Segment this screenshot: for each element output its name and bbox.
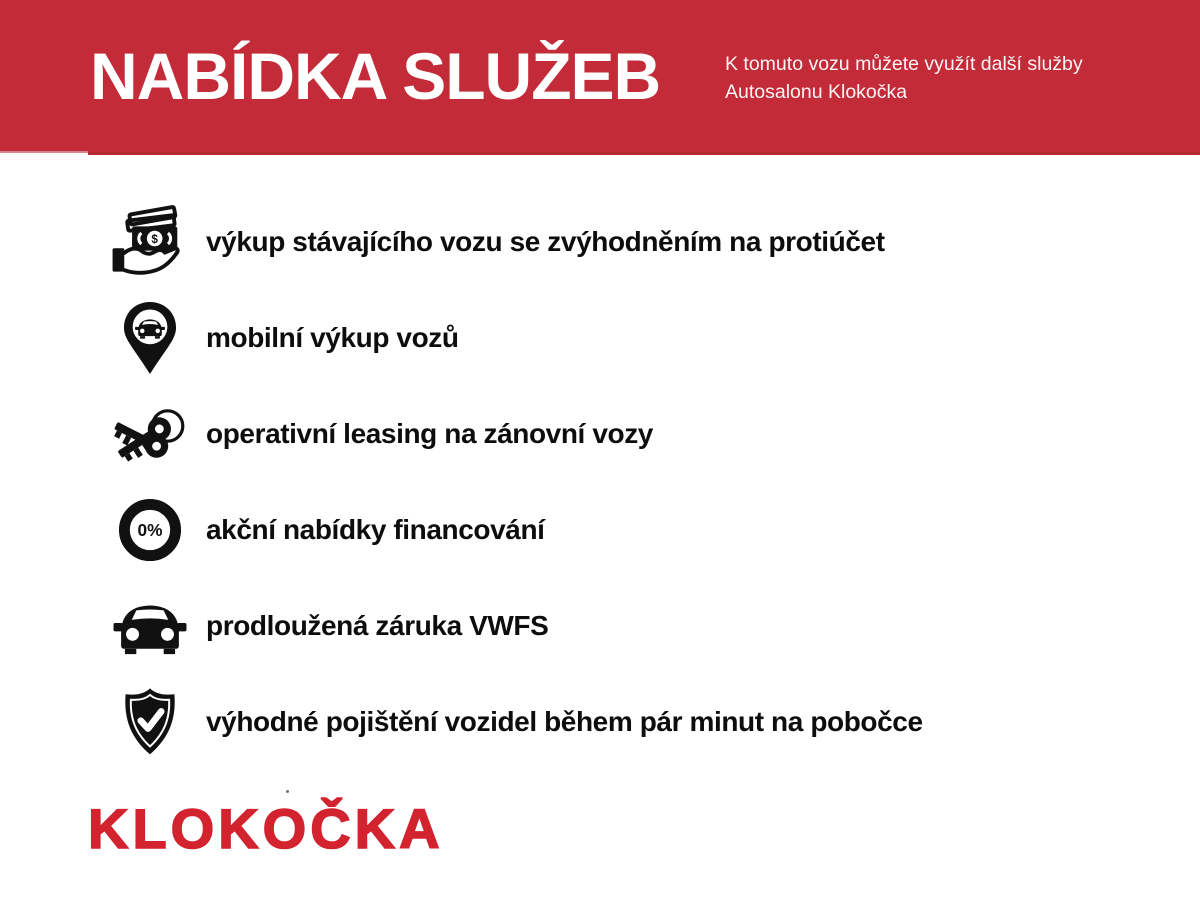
car-location-pin-icon [119,299,181,377]
service-row-leasing [100,386,1170,482]
dollar-symbol: $ [151,232,158,246]
image-speck [286,790,289,793]
service-label: akční nabídky financování [206,514,545,545]
service-label: mobilní výkup vozů [206,322,459,353]
service-row-insurance [100,674,1170,770]
service-row-mobile-buyout [100,290,1170,386]
header-subtitle [725,50,1083,106]
service-label: výhodné pojištění vozidel během pár minut na pobočce [206,706,923,737]
service-label: operativní leasing na zánovní vozy [206,418,653,449]
car-front-icon [112,597,188,655]
header-banner [0,0,1200,155]
banner-edge-detail [0,151,88,155]
header-subtitle-line2: Autosalonu Klokočka [725,81,908,103]
zero-percent-label: 0% [137,519,163,540]
klokocka-logo: KLOKOČKA [88,797,444,860]
services-list [100,194,1170,770]
service-label: výkup stávajícího vozu se zvýhodněním na protiúčet [206,226,885,257]
zero-percent-icon [118,498,182,562]
page-title: NABÍDKA SLUŽEB [90,39,661,113]
shield-check-icon [117,685,183,759]
service-row-financing [100,482,1170,578]
service-label: prodloužená záruka VWFS [206,610,549,641]
keys-icon [106,394,194,474]
service-row-trade-in [100,194,1170,290]
header-subtitle-line1: K tomuto vozu můžete využít další služby [725,53,1083,75]
cash-in-hand-icon [111,203,189,281]
service-row-warranty [100,578,1170,674]
